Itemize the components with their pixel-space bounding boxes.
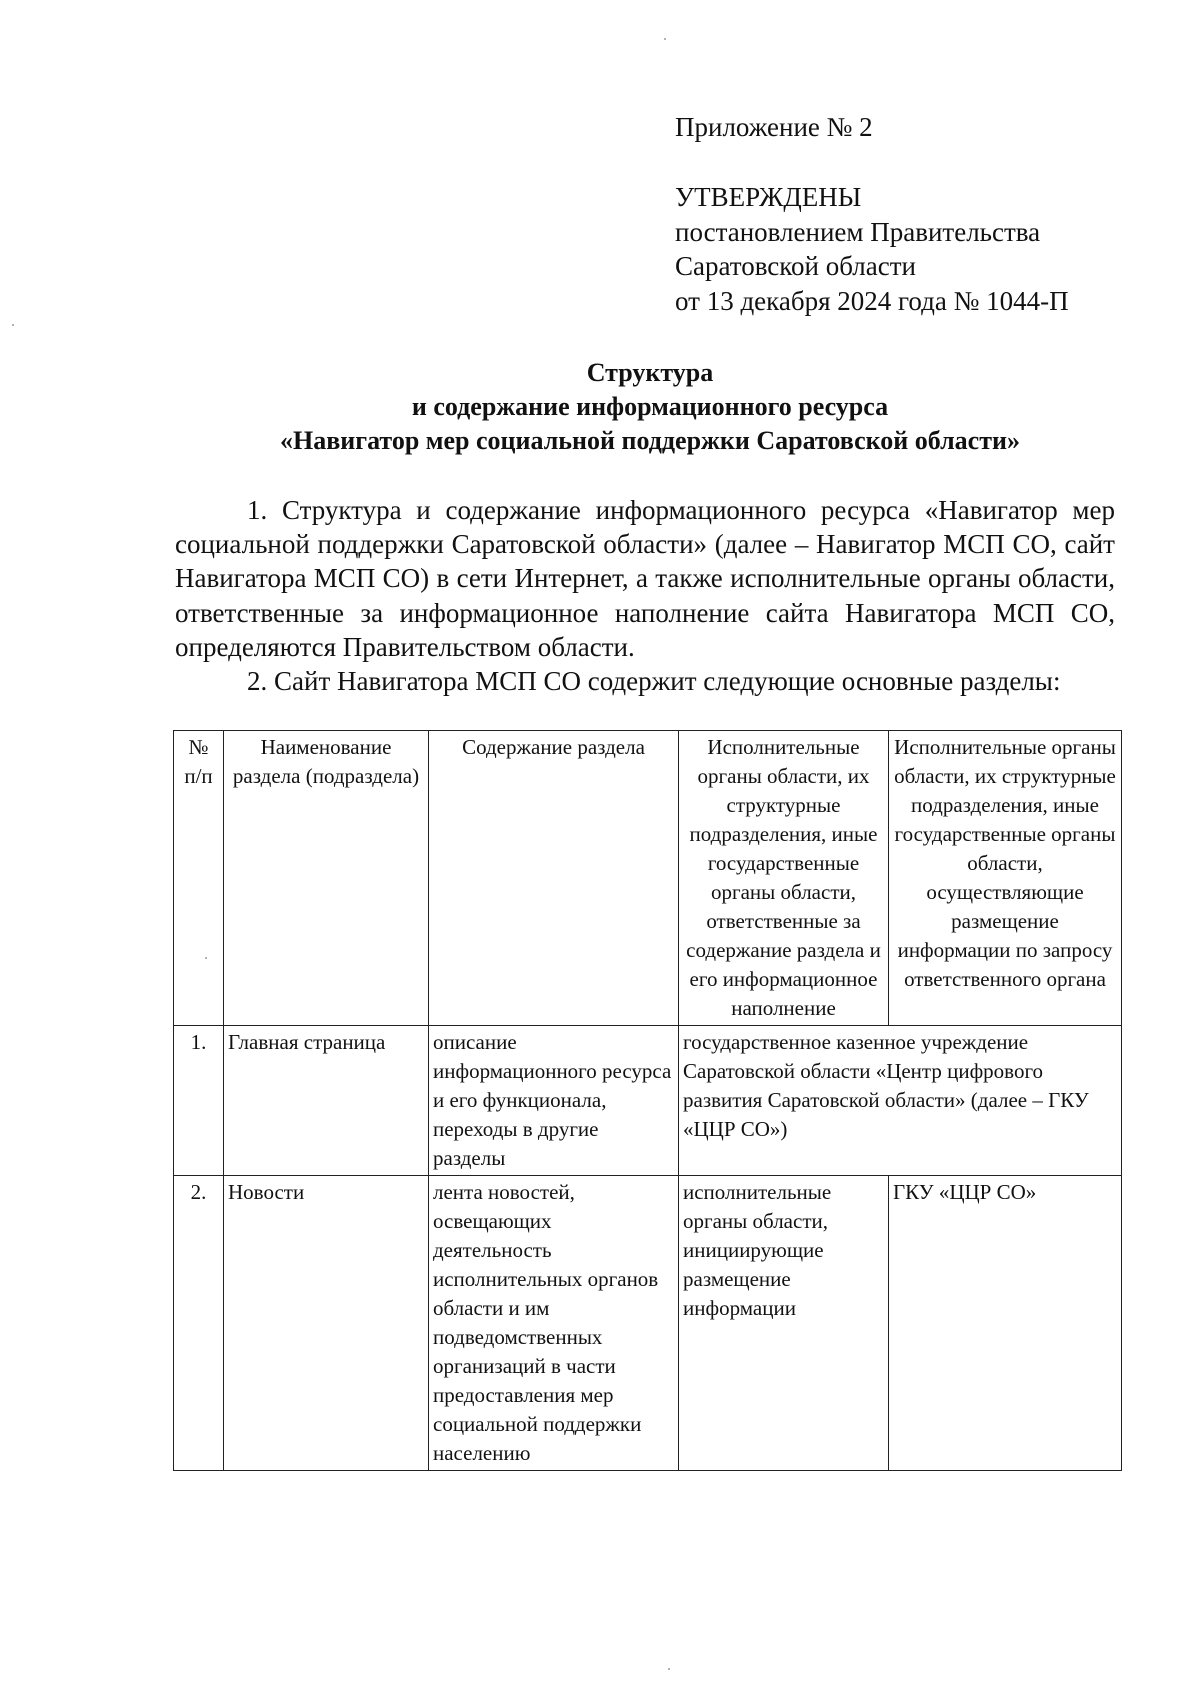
- approval-block: [675, 180, 1069, 318]
- title-line: и содержание информационного ресурса: [411, 392, 889, 421]
- attachment-label: Приложение № 2: [675, 112, 873, 142]
- title-line: Структура: [586, 358, 714, 387]
- paragraph-2: 2. Сайт Навигатора МСП СО содержит следующие основные разделы:: [247, 666, 1061, 697]
- header-cell-responsible-organs: Исполнительные органы области, их структурные подразделения, иные государственные органы области, ответственные за содержание раздела и его информационное наполнение: [679, 731, 889, 1026]
- sections-table: [173, 730, 1122, 1471]
- header-cell-section-content: Содержание раздела: [429, 731, 679, 1026]
- header-cell-section-name: Наименование раздела (подраздела): [224, 731, 429, 1026]
- row-number: 1.: [174, 1026, 224, 1176]
- row-placing-organ: ГКУ «ЦЦР СО»: [889, 1176, 1122, 1471]
- title-line: «Навигатор мер социальной поддержки Саратовской области»: [280, 426, 1020, 455]
- scan-speck: [668, 1668, 670, 1670]
- row-section-content: описание информационного ресурса и его функционала, переходы в другие разделы: [429, 1026, 679, 1176]
- approval-line: постановлением Правительства: [675, 216, 1041, 247]
- body-text: [175, 493, 1115, 698]
- document-title: [170, 356, 1130, 458]
- scan-speck: [12, 324, 14, 326]
- table-row: [174, 1176, 1122, 1471]
- scan-speck: [664, 38, 666, 40]
- approval-heading: УТВЕРЖДЕНЫ: [675, 182, 862, 212]
- row-section-name: Новости: [224, 1176, 429, 1471]
- paragraph-1: 1. Структура и содержание информационного ресурса «Навигатор мер социальной поддержки Саратовской области» (далее – Навигатор МСП СО, сайт Навигатора МСП СО) в сети Интернет, а также исполнительные органы области, ответственные за информационное наполнение сайта Навигатора МСП СО, определяются Правительством области.: [175, 495, 1115, 662]
- approval-line: Саратовской области: [675, 251, 916, 281]
- header-cell-placing-organs: Исполнительные органы области, их структурные подразделения, иные государственные органы области, осуществляющие размещение информации по запросу ответственного органа: [889, 731, 1122, 1026]
- approval-date-line: от 13 декабря 2024 года № 1044-П: [675, 285, 1069, 316]
- scan-speck: [205, 957, 207, 959]
- row-number: 2.: [174, 1176, 224, 1471]
- row-section-name: Главная страница: [224, 1026, 429, 1176]
- header-cell-number: № п/п: [174, 731, 224, 1026]
- row-responsible-organ: государственное казенное учреждение Саратовской области «Центр цифрового развития Саратовской области» (далее – ГКУ «ЦЦР СО»): [679, 1026, 1122, 1176]
- table-row: [174, 1026, 1122, 1176]
- row-section-content: лента новостей, освещающих деятельность исполнительных органов области и им подведомственных организаций в части предоставления мер социальной поддержки населению: [429, 1176, 679, 1471]
- table-header-row: [174, 731, 1122, 1026]
- row-responsible-organ: исполнительные органы области, инициирующие размещение информации: [679, 1176, 889, 1471]
